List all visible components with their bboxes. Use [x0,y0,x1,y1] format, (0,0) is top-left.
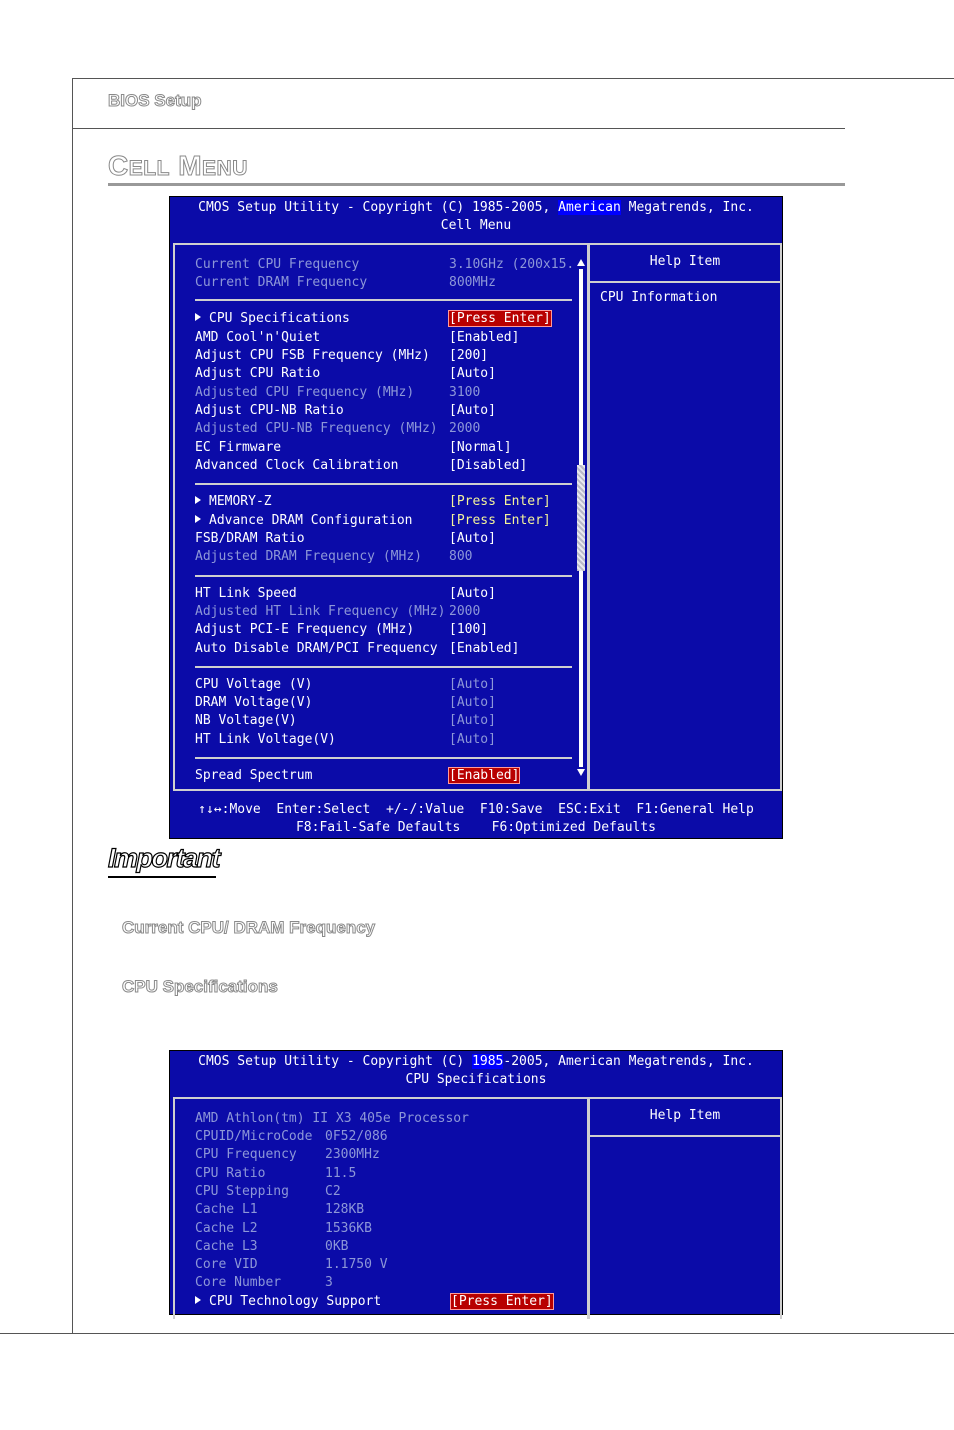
bios-subtitle: Cell Menu [440,218,512,233]
row-value[interactable]: [Disabled] [449,458,528,473]
spec-label: Cache L1 [195,1202,258,1218]
separator [195,483,572,485]
row-label: FSB/DRAM Ratio [195,531,305,546]
heading-cpu-specifications: CPU Specifications [122,977,278,996]
header-rule [72,128,845,129]
row-value[interactable]: [Auto] [449,366,496,381]
menu-row[interactable] [195,366,570,384]
spec-label: CPU Stepping [195,1183,289,1199]
menu-row[interactable] [195,641,570,659]
row-label: Adjust CPU Ratio [195,366,321,381]
bios-cell-menu-window [169,196,783,839]
key-legend-line1: ↑↓↔:Move Enter:Select +/-/:Value F10:Save ESC:Exit F1:General Help [198,802,754,817]
row-value[interactable]: [Press Enter] [449,494,551,509]
menu-row[interactable] [195,330,570,348]
menu-row[interactable] [195,622,570,640]
bios-subtitle: CPU Specifications [405,1072,547,1087]
row-label: NB Voltage(V) [195,713,297,728]
scroll-down-arrow[interactable] [577,769,585,776]
submenu-arrow-icon [195,1296,201,1304]
settings-panel [173,243,589,791]
heading-current-frequency: Current CPU/ DRAM Frequency [122,918,376,937]
row-value[interactable]: [Auto] [449,732,496,747]
row-value[interactable]: [Enabled] [449,641,520,656]
bios-title: CMOS Setup Utility - Copyright (C) 1985-2005, American Megatrends, Inc. [198,1054,754,1069]
spec-row [195,1166,565,1184]
scrollbar-thumb[interactable] [577,465,585,571]
help-panel [588,1097,782,1319]
spec-value: 11.5 [325,1165,357,1181]
spec-label: Cache L2 [195,1220,258,1236]
spec-label: Core VID [195,1257,258,1273]
row-value[interactable]: [Press Enter] [449,311,551,326]
row-label: Adjust CPU-NB Ratio [195,403,344,418]
help-text: CPU Information [600,290,718,305]
bios-cpu-spec-window [169,1050,783,1315]
spec-value: 1536KB [325,1220,372,1236]
row-label: Adjusted CPU Frequency (MHz) [195,385,415,400]
row-value[interactable]: [Normal] [449,440,512,455]
menu-row[interactable] [195,713,570,731]
menu-row[interactable] [195,311,570,329]
spec-label: CPU Frequency [195,1147,297,1163]
row-label: Advanced Clock Calibration [195,458,399,473]
row-label: Current DRAM Frequency [195,275,368,290]
row-value: 800MHz [449,275,496,290]
menu-row[interactable] [195,677,570,695]
menu-row [195,604,570,622]
submenu-arrow-icon [195,496,201,504]
row-label: HT Link Speed [195,586,297,601]
row-label: CPU Voltage (V) [195,677,313,692]
row-value[interactable]: [Auto] [449,713,496,728]
row-label: Adjusted CPU-NB Frequency (MHz) [195,421,438,436]
menu-row[interactable] [195,494,570,512]
page-header: BIOS Setup [108,91,202,110]
help-separator [590,281,780,283]
row-label: AMD Cool'n'Quiet [195,330,321,345]
help-separator [590,1135,780,1137]
separator [195,575,572,577]
spec-label: Core Number [195,1275,282,1291]
row-label: Adjusted DRAM Frequency (MHz) [195,549,422,564]
row-value[interactable]: [Auto] [449,403,496,418]
row-value[interactable]: [100] [449,622,489,637]
spec-value: 0F52/086 [325,1129,388,1144]
menu-row[interactable] [195,768,570,786]
separator [195,666,572,668]
processor-name: AMD Athlon(tm) II X3 405e Processor [195,1111,469,1126]
spec-row [195,1239,565,1257]
menu-row [195,549,570,567]
separator [195,757,572,759]
spec-value: 2300MHz [325,1147,380,1163]
menu-row [195,385,570,403]
row-label: Adjust CPU FSB Frequency (MHz) [195,348,430,363]
important-note-title: Important [108,843,219,873]
menu-row[interactable] [195,458,570,476]
row-value[interactable]: [Auto] [449,677,496,692]
row-value: 3.10GHz (200x15. [449,257,575,272]
menu-row[interactable] [195,513,570,531]
row-value[interactable]: [200] [449,348,489,363]
spec-row [195,1257,565,1275]
row-value[interactable]: [Press Enter] [449,513,551,528]
menu-row [195,275,570,293]
spec-row [195,1275,565,1293]
spec-label: CPU Ratio [195,1165,266,1181]
row-label: EC Firmware [195,440,282,455]
separator [195,299,572,301]
submenu-arrow-icon [195,515,201,523]
important-underline [108,876,216,878]
row-value: 3100 [449,385,481,400]
spec-row [195,1202,565,1220]
menu-row[interactable] [195,732,570,750]
row-value[interactable]: [Enabled] [449,330,520,345]
row-value: 800 [449,549,473,564]
spec-value: 1.1750 V [325,1257,388,1273]
section-rule [108,183,845,186]
menu-row[interactable] [195,348,570,366]
spec-label: Cache L3 [195,1238,258,1254]
row-label: Advance DRAM Configuration [195,513,413,528]
menu-row-cpu-technology-support[interactable]: CPU Technology Support [Press Enter] [195,1294,565,1312]
menu-row [195,421,570,439]
row-value[interactable]: [Auto] [449,531,496,546]
spec-value: 128KB [325,1202,365,1218]
row-label: Spread Spectrum [195,768,313,783]
row-value: 2000 [449,421,481,436]
spec-row [195,1221,565,1239]
spec-label: CPUID/MicroCode [195,1129,313,1144]
section-title: CELL MENU [108,150,248,181]
spec-value: 3 [325,1275,333,1291]
row-label: DRAM Voltage(V) [195,695,313,710]
spec-panel [173,1097,589,1319]
help-title: Help Item [649,254,721,269]
page-left-rule [72,78,73,1334]
page-top-rule [72,78,954,79]
row-value[interactable]: [Enabled] [449,768,520,783]
spec-row [195,1184,565,1202]
spec-row [195,1129,565,1147]
menu-row [195,257,575,275]
menu-row[interactable] [195,403,570,421]
row-label: Adjusted HT Link Frequency (MHz) [195,604,446,619]
key-legend-line2: F8:Fail-Safe Defaults F6:Optimized Defaults [295,820,657,835]
row-value: 2000 [449,604,481,619]
menu-row[interactable] [195,440,570,458]
spec-value: C2 [325,1183,341,1199]
row-label: MEMORY-Z [195,494,272,509]
menu-row[interactable] [195,531,570,549]
help-title: Help Item [649,1108,721,1123]
row-value[interactable]: [Auto] [449,586,496,601]
submenu-arrow-icon [195,313,201,321]
menu-row[interactable] [195,695,570,713]
row-label: HT Link Voltage(V) [195,732,336,747]
row-label: Adjust PCI-E Frequency (MHz) [195,622,415,637]
menu-row[interactable] [195,586,570,604]
row-label: Current CPU Frequency [195,257,360,272]
help-panel [588,243,782,791]
row-label: CPU Specifications [195,311,350,326]
spec-row [195,1147,565,1165]
page-bottom-rule [0,1333,954,1334]
row-label: Auto Disable DRAM/PCI Frequency [195,641,438,656]
bios-title: CMOS Setup Utility - Copyright (C) 1985-2005, American Megatrends, Inc. [198,200,754,215]
scroll-up-arrow[interactable] [577,259,585,266]
spec-value: 0KB [325,1238,349,1254]
row-value[interactable]: [Auto] [449,695,496,710]
